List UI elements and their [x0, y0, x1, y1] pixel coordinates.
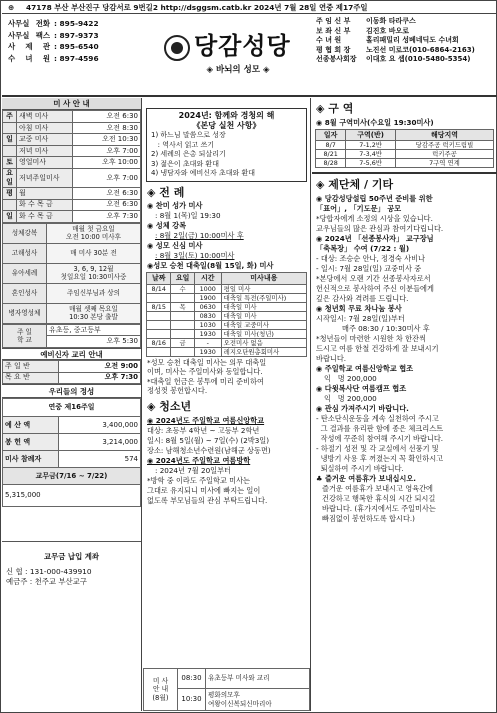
- liturgy-note: 정성껏 봉헌합시다.: [147, 386, 208, 396]
- table-cell: 1000: [194, 284, 221, 293]
- table-row: [147, 293, 307, 302]
- table-cell: [147, 347, 171, 356]
- mass-time: 오전 10:30: [73, 134, 141, 146]
- table-cell: 오전미사 없음: [221, 338, 306, 347]
- right-column: [312, 98, 497, 711]
- sacrament-name: 병자영성체: [3, 303, 47, 323]
- org-line: ◉ 2024년 「선종봉사자」 교구장님: [316, 234, 434, 244]
- table-row: [147, 329, 307, 338]
- youth-item: ◉ 2024년도 주일학교 여름신앙학교: [147, 415, 265, 425]
- table-cell: [147, 329, 171, 338]
- table-cell: [171, 311, 194, 320]
- left-column: [2, 98, 142, 711]
- org-line: 교우님들의 많은 관심과 참여기다립니다.: [316, 224, 444, 234]
- mass-group: 일: [3, 134, 17, 146]
- monthly-value: 5,315,000: [3, 485, 141, 507]
- mass-group: 주: [3, 111, 17, 123]
- district-sub: ◉ 8월 구역미사(수요일 19:30미사): [316, 117, 434, 127]
- finance-table: [2, 398, 141, 507]
- theme-box: [146, 108, 307, 182]
- theme-item: 2) 세례의 은총 되살리기: [151, 150, 226, 158]
- contact-value: : 895-9422: [54, 19, 99, 29]
- staff-role: 선종봉사회장: [316, 55, 357, 64]
- liturgy-item: ◉ 성모 신심 미사: [147, 241, 203, 251]
- saturday-table: [2, 324, 141, 348]
- youth-detail: *방학 중 이라도 주일학교 미사는: [147, 475, 250, 485]
- org-line: 즐거운 여름휴가 보내시고 영육간에: [322, 484, 434, 494]
- org-line: - 탄소단식운동을 계속 실천하여 주시고: [316, 414, 439, 424]
- org-line: 헌신적으로 봉사하여 주신 이분들에게: [316, 284, 434, 294]
- sacrament-table: [2, 223, 141, 324]
- finance-value: 3,400,000: [59, 417, 141, 434]
- staff-name: 이동화 타라쿠스: [366, 17, 416, 26]
- table-cell: [171, 347, 194, 356]
- org-line: 익 명 200,000: [324, 374, 377, 384]
- mass-row: [3, 122, 141, 134]
- mass-row: [3, 145, 141, 157]
- org-line: ◉ 관심 가져주시기 바랍니다.: [316, 404, 409, 414]
- youth-detail: 대상: 초등부 4학년 ~ 고등부 2학년: [147, 425, 260, 435]
- org-line: - 대상: 조승순 안나, 정경숙 사비나: [316, 254, 425, 264]
- org-line: ♣ 즐거운 여름휴가 보내십시오.: [316, 474, 416, 484]
- table-row: [147, 320, 307, 329]
- table-row: [316, 141, 494, 150]
- liturgy-note: 이며, 미사는 주일미사와 동일합니다.: [147, 367, 263, 377]
- liturgy-detail: : 8월 1(목)일 19:30: [155, 211, 221, 221]
- top-bar: [2, 2, 497, 14]
- pre-time: 오후 7:30: [59, 372, 141, 384]
- pre-name: 주 일 반: [3, 360, 59, 372]
- mass-row: [3, 111, 141, 123]
- sacrament-row: [3, 263, 141, 283]
- staff-role: 수 녀 원: [316, 36, 342, 45]
- table-header: 구역(반): [346, 129, 396, 141]
- saturday-text: 유초등, 중고등부: [47, 324, 141, 336]
- mass-time: 오전 6:30: [73, 199, 141, 211]
- pre-table: [2, 360, 141, 384]
- table-cell: 대축일 미사(청년): [221, 329, 306, 338]
- contact-row: [8, 53, 148, 65]
- youth-title: ◈ 청소년: [147, 399, 192, 413]
- saturday-label: 주 일 학 교: [3, 324, 47, 347]
- table-row: [147, 338, 307, 347]
- table-cell: 8/14: [147, 284, 171, 293]
- finance-value: 3,214,000: [59, 434, 141, 451]
- sacrament-info: 매월 셋째 목요일 10:30 본당 출발: [47, 303, 141, 323]
- contact-key: 사무실 팩스: [8, 30, 50, 40]
- org-line: 건강하고 행복한 휴식의 시간 되시길: [322, 494, 436, 504]
- mass-row: [3, 199, 141, 211]
- saturday-time: 오후 5:30: [47, 336, 141, 348]
- staff-role: 평 협 회 장: [316, 45, 351, 54]
- mass-group: 요일: [3, 168, 17, 187]
- table-row: [316, 150, 494, 159]
- contact-key: 사무실 전화: [8, 19, 50, 29]
- liturgy-title: ◈ 전 례: [147, 185, 185, 199]
- staff-name: 김진호 바오로: [366, 26, 410, 35]
- org-line: 「축복장」 수여 (7/22 : 월): [316, 244, 410, 254]
- sacrament-name: 성체강복: [3, 223, 47, 243]
- youth-detail: 그대로 유지되니 미사에 빠지는 일이: [147, 485, 261, 495]
- youth-detail: : 2024년 7월 20일부터: [155, 465, 232, 475]
- table-cell: 8/16: [147, 338, 171, 347]
- mass-name: 저녁주일미사: [17, 168, 73, 187]
- mass-time: 오전 8:30: [73, 122, 141, 134]
- youth-mass-time: 08:30: [178, 669, 206, 689]
- staff-name: 이대호 요 셉(010-5480-5354): [366, 55, 471, 64]
- theme-sub: 《본당 실천 사항》: [192, 121, 261, 130]
- mass-time: 오후 7:30: [73, 211, 141, 223]
- finance-value: 574: [59, 451, 141, 468]
- mass-name: 화 수 목 금: [17, 211, 73, 223]
- district-table: [315, 129, 494, 169]
- staff-row: [316, 36, 496, 46]
- staff-row: [316, 46, 496, 56]
- church-subtitle: ◈ 바뇌의 성모 ◈: [206, 65, 270, 75]
- mass-group: [3, 122, 17, 134]
- table-header: 날짜: [147, 273, 171, 285]
- staff-role: 보 좌 신 부: [316, 26, 351, 35]
- account-number: 신 협 : 131-000-439910: [6, 567, 92, 577]
- table-header: 요일: [171, 273, 194, 285]
- staff-list: [316, 17, 496, 65]
- mass-name: 교중 미사: [17, 134, 73, 146]
- org-line: 작성에 꾸준히 참여해 주시기 바랍니다.: [316, 434, 444, 444]
- monthly-label: 교무금(7/16 ~ 7/22): [3, 468, 141, 485]
- mass-group: 일: [3, 211, 17, 223]
- sacrament-name: 고해성사: [3, 243, 47, 263]
- table-cell: 8/28: [316, 159, 346, 168]
- table-cell: [147, 320, 171, 329]
- org-line: 그 결과를 유리판 함에 종은 체크리스트: [316, 424, 444, 434]
- liturgy-detail: : 8월 2일(금) 10:00미사 후: [155, 231, 244, 241]
- table-row: [147, 284, 307, 293]
- mass-row: [3, 187, 141, 199]
- org-line: ◉ 당감성당설립 50주년 준비를 위한: [316, 194, 433, 204]
- org-line: *본당에서 오랜 기간 선종봉사자로서: [316, 274, 431, 284]
- contact-key: 수 녀 원: [8, 53, 50, 63]
- finance-title: 우리들의 정성: [2, 384, 141, 398]
- mass-table: [2, 110, 141, 223]
- mass-time: 오전 6:30: [73, 111, 141, 123]
- contact-value: : 897-4596: [54, 53, 99, 63]
- org-line: ◉ 주일학교 여름신앙학교 협조: [316, 364, 414, 374]
- table-cell: [171, 293, 194, 302]
- org-line: 매주 08:30 / 10:30미사 후: [342, 324, 430, 334]
- staff-name: 홀리패밀리 성베네딕도 수녀회: [366, 36, 459, 45]
- youth-mass-time: 10:30: [178, 689, 206, 711]
- table-cell: 8/21: [316, 150, 346, 159]
- sacrament-info: 매 미사 30분 전: [47, 243, 141, 263]
- org-line: 익 명 200,000: [324, 394, 377, 404]
- mass-group: 토: [3, 157, 17, 169]
- finance-key: 봉 헌 액: [3, 434, 59, 451]
- mass-name: 저녁 미사: [17, 145, 73, 157]
- staff-row: [316, 17, 496, 27]
- mass-name: 아침 미사: [17, 122, 73, 134]
- org-line: *청년들이 마련한 시원한 차 한잔씩: [316, 334, 426, 344]
- table-cell: [147, 293, 171, 302]
- liturgy-item: ◉성모 승천 대축일(8월 15일, 화) 미사: [147, 261, 274, 271]
- table-cell: 1930: [194, 329, 221, 338]
- table-cell: 7-3,4반: [346, 150, 396, 159]
- mass-row: [3, 157, 141, 169]
- table-cell: 8/7: [316, 141, 346, 150]
- mass-row: [3, 211, 141, 223]
- contact-row: [8, 41, 148, 53]
- table-cell: 레지오단원총회미사: [221, 347, 306, 356]
- liturgy-note: *대축일 헌금은 봉투에 미리 준비하여: [147, 376, 264, 386]
- top-bar-text: 47178 부산 부산진구 당감서로 9번길2 http://dsggsm.catb.kr 2024년 7월 28일 연중 제17주일: [26, 3, 368, 12]
- middle-column: [143, 98, 311, 711]
- contact-row: [8, 30, 148, 42]
- mass-name: 새벽 미사: [17, 111, 73, 123]
- table-cell: 1900: [194, 293, 221, 302]
- table-row: [147, 302, 307, 311]
- theme-title: 2024년: 함께와 경청의 해: [178, 111, 275, 120]
- org-line: - 하절기 성전 및 각 교실에서 선풍기 및: [316, 444, 439, 454]
- table-row: [147, 347, 307, 356]
- staff-role: 주 임 신 부: [316, 17, 351, 26]
- youth-detail: 없도록 부모님들의 관심 부탁드립니다.: [147, 495, 268, 505]
- table-header: 미사내용: [221, 273, 306, 285]
- contact-value: : 897-9373: [54, 30, 99, 40]
- logo-circle-icon: [164, 35, 190, 61]
- table-cell: 당감주공 럭키드림빌: [395, 141, 493, 150]
- mass-row: [3, 168, 141, 187]
- assumption-table: [146, 272, 307, 357]
- sacrament-info: 매월 첫 금요일 오전 10:00 미사후: [47, 223, 141, 243]
- header: [2, 15, 497, 97]
- table-cell: 평일 미사: [221, 284, 306, 293]
- finance-key: 예 산 액: [3, 417, 59, 434]
- table-cell: [171, 329, 194, 338]
- table-cell: 럭키주공: [395, 150, 493, 159]
- youth-item: ◉ 2024년도 주일학교 여름방학: [147, 455, 251, 465]
- table-cell: [147, 311, 171, 320]
- staff-row: [316, 27, 496, 37]
- table-header: 시간: [194, 273, 221, 285]
- org-line: 바랍니다.: [316, 354, 347, 364]
- table-cell: 7구역 연계: [395, 159, 493, 168]
- table-header: 일자: [316, 129, 346, 141]
- table-cell: 7-1,2반: [346, 141, 396, 150]
- theme-item: 1) 하느님 말씀으로 성장: [151, 131, 226, 139]
- table-cell: 0630: [194, 302, 221, 311]
- org-line: 퇴실하여 주시기 바랍니다.: [316, 464, 404, 474]
- org-line: ◉ 청년회 무료 차나눔 봉사: [316, 304, 402, 314]
- sacrament-name: 혼인성사: [3, 283, 47, 303]
- org-line: 냉방기 사용 후 꺼졌는지 꼭 확인하시고: [316, 454, 444, 464]
- org-line: 깊은 감사와 격려를 드립니다.: [316, 294, 409, 304]
- finance-week: 연중 제16주일: [3, 399, 141, 417]
- youth-mass-content: 평화의모후 여왕이신복되신마리아: [206, 689, 310, 711]
- staff-row: [316, 55, 496, 65]
- org-line: 빠짐없이 봉헌하도록 합시다.): [322, 514, 415, 524]
- mass-title: 미 사 안 내: [2, 98, 141, 110]
- theme-item: : 역사서 읽고 쓰기: [151, 140, 215, 149]
- table-cell: 1030: [194, 320, 221, 329]
- table-cell: 대축일 미사: [221, 311, 306, 320]
- table-cell: 0830: [194, 311, 221, 320]
- pre-title: 예비신자 교리 안내: [2, 348, 141, 360]
- church-name: 당감성당: [194, 32, 291, 60]
- mass-time: 오후 10:00: [73, 157, 141, 169]
- youth-mass-content: 유초등부 미사와 교리: [206, 669, 310, 689]
- theme-item: 3) 젊은이 초대와 환대: [151, 159, 219, 168]
- table-cell: 수: [171, 284, 194, 293]
- liturgy-item: ◉ 찬미 성가 미사: [147, 201, 203, 211]
- org-title: ◈ 제단체 / 기타: [316, 178, 394, 192]
- youth-mass-table: [143, 668, 310, 711]
- youth-mass-label: 미 사 안 내 (8월): [144, 669, 178, 711]
- account-holder: 예금주 : 천주교 부산교구: [6, 576, 87, 586]
- sacrament-row: [3, 303, 141, 323]
- contact-list: [8, 18, 148, 64]
- mass-time: 오후 7:00: [73, 145, 141, 157]
- table-cell: 대축일 미사: [221, 302, 306, 311]
- table-cell: 목: [171, 302, 194, 311]
- mass-group: [3, 199, 17, 211]
- church-emblem-icon: ⊕: [8, 3, 15, 12]
- mass-group: 평: [3, 187, 17, 199]
- contact-row: [8, 18, 148, 30]
- contact-value: : 895-6540: [54, 42, 99, 52]
- sacrament-row: [3, 223, 141, 243]
- liturgy-detail: : 8월 3일(토) 10:00미사: [155, 251, 235, 261]
- table-header: 해당지역: [395, 129, 493, 141]
- mass-time: 오후 7:00: [73, 168, 141, 187]
- table-row: [316, 159, 494, 168]
- theme-item: 4) 냉담자와 예비신자 초대와 환대: [151, 169, 255, 177]
- youth-detail: 장소: 남해청소년수련원(남해군 상동면): [147, 445, 271, 455]
- table-cell: 금: [171, 338, 194, 347]
- church-logo: [164, 31, 312, 75]
- table-cell: 대축일 특전(주일미사): [221, 293, 306, 302]
- table-cell: 1930: [194, 347, 221, 356]
- org-line: *당합자에게 소정의 시상을 있습니다.: [316, 214, 433, 224]
- pre-name: 목 요 반: [3, 372, 59, 384]
- account-title: 교무금 납입 계좌: [43, 552, 100, 562]
- table-cell: [171, 320, 194, 329]
- sacrament-info: 주임신부님과 상의: [47, 283, 141, 303]
- mass-row: [3, 134, 141, 146]
- youth-detail: 일시: 8월 5일(월) ~ 7일(수) (2박3일): [147, 435, 270, 445]
- finance-key: 미사 참례자: [3, 451, 59, 468]
- mass-name: 영얼미사: [17, 157, 73, 169]
- org-line: 시작일시: 7월 28일(일)부터: [316, 314, 405, 324]
- sacrament-name: 유아세례: [3, 263, 47, 283]
- table-cell: 7-5,6반: [346, 159, 396, 168]
- org-line: 바랍니다. (휴가지에서도 주일미사는: [322, 504, 436, 514]
- org-line: - 일시: 7월 28일(일) 교중미사 중: [316, 264, 422, 274]
- mass-name: 화 수 목 금: [17, 199, 73, 211]
- table-row: [147, 311, 307, 320]
- table-cell: -: [194, 338, 221, 347]
- sacrament-row: [3, 243, 141, 263]
- mass-group: [3, 145, 17, 157]
- pre-time: 오전 9:00: [59, 360, 141, 372]
- org-line: 드시고 여름 한철 건강하게 잘 보내시기: [316, 344, 439, 354]
- org-line: ◉ 다윗복사단 여름캠프 협조: [316, 384, 407, 394]
- table-cell: 8/15: [147, 302, 171, 311]
- contact-key: 사 제 관: [8, 42, 50, 52]
- sacrament-row: [3, 283, 141, 303]
- mass-name: 월: [17, 187, 73, 199]
- liturgy-item: ◉ 성체 강복: [147, 221, 187, 231]
- mass-time: 오전 6:30: [73, 187, 141, 199]
- org-line: 「표어」, 「기도문」 공모: [316, 204, 402, 214]
- table-cell: 대축일 교중미사: [221, 320, 306, 329]
- liturgy-note: *성모 승천 대축일 미사는 의무 대축일: [147, 357, 267, 367]
- sacrament-info: 3, 6, 9, 12월 첫일요일 10:30미사중: [47, 263, 141, 283]
- staff-name: 노진선 미로코(010-6864-2163): [366, 45, 475, 54]
- district-title: ◈ 구 역: [316, 102, 354, 115]
